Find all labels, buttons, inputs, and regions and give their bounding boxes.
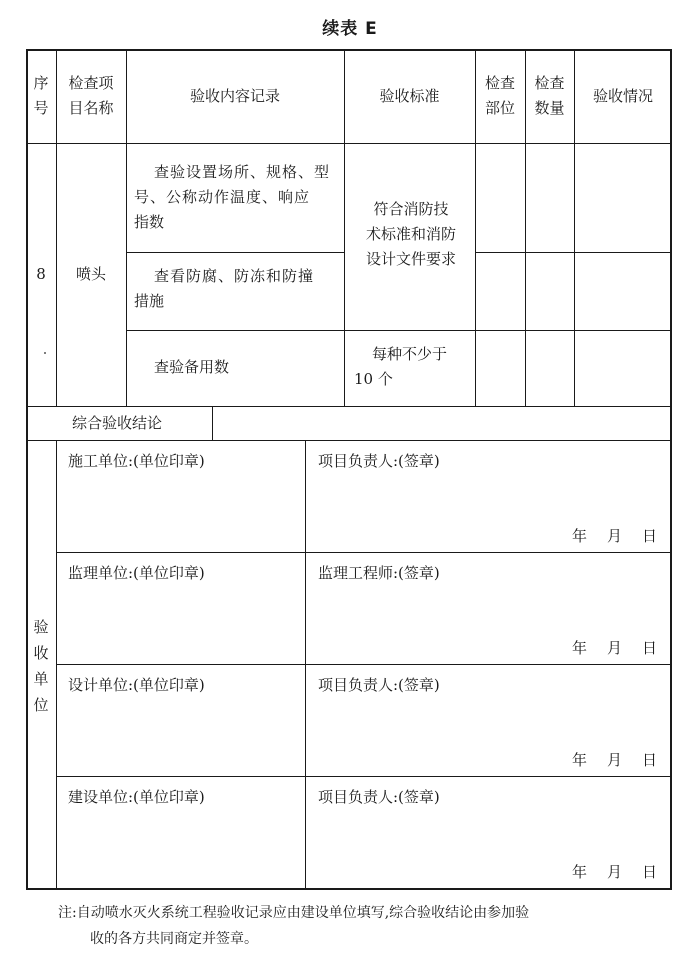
header-quantity: 检查 数量 bbox=[534, 74, 565, 117]
date-design: 年 月 日 bbox=[572, 751, 658, 769]
date-supervision: 年 月 日 bbox=[572, 639, 658, 657]
content-1: 查验设置场所、规格、型 号、公称动作温度、响应 指数 bbox=[134, 163, 331, 231]
header-item: 检查项 目名称 bbox=[68, 74, 114, 117]
header-location: 检查 部位 bbox=[484, 74, 515, 117]
unit-stamp-construction: 施工单位:(单位印章) bbox=[68, 452, 205, 470]
header-standard: 验收标准 bbox=[379, 87, 440, 105]
person-sign-design: 项目负责人:(签章) bbox=[318, 676, 440, 694]
content-3: 查验备用数 bbox=[154, 358, 230, 376]
unit-stamp-owner: 建设单位:(单位印章) bbox=[68, 788, 205, 806]
header-seq: 序 号 bbox=[33, 74, 49, 117]
date-owner: 年 月 日 bbox=[572, 863, 658, 881]
header-result: 验收情况 bbox=[592, 87, 653, 105]
standard-3: 每种不少于 10 个 bbox=[354, 345, 448, 388]
row-item: 喷头 bbox=[75, 265, 106, 283]
acceptance-table bbox=[26, 49, 672, 890]
header-content: 验收内容记录 bbox=[189, 87, 280, 105]
row-seq: 8 bbox=[36, 265, 46, 283]
stray-dot bbox=[44, 352, 46, 354]
conclusion-label: 综合验收结论 bbox=[72, 414, 163, 432]
unit-stamp-design: 设计单位:(单位印章) bbox=[68, 676, 205, 694]
date-construction: 年 月 日 bbox=[572, 527, 658, 545]
standard-1: 符合消防技 术标准和消防 设计文件要求 bbox=[365, 200, 456, 268]
person-sign-owner: 项目负责人:(签章) bbox=[318, 788, 440, 806]
content-2: 查看防腐、防冻和防撞 措施 bbox=[134, 267, 315, 310]
unit-stamp-supervision: 监理单位:(单位印章) bbox=[68, 564, 205, 582]
units-label: 验 收 单 位 bbox=[33, 618, 49, 714]
footnote: 注:自动喷水灭火系统工程验收记录应由建设单位填写,综合验收结论由参加验 收的各方共同商定并签章。 bbox=[58, 905, 530, 947]
person-sign-supervision: 监理工程师:(签章) bbox=[318, 564, 440, 582]
person-sign-construction: 项目负责人:(签章) bbox=[318, 452, 440, 470]
page-title: 续表 E bbox=[322, 19, 378, 39]
